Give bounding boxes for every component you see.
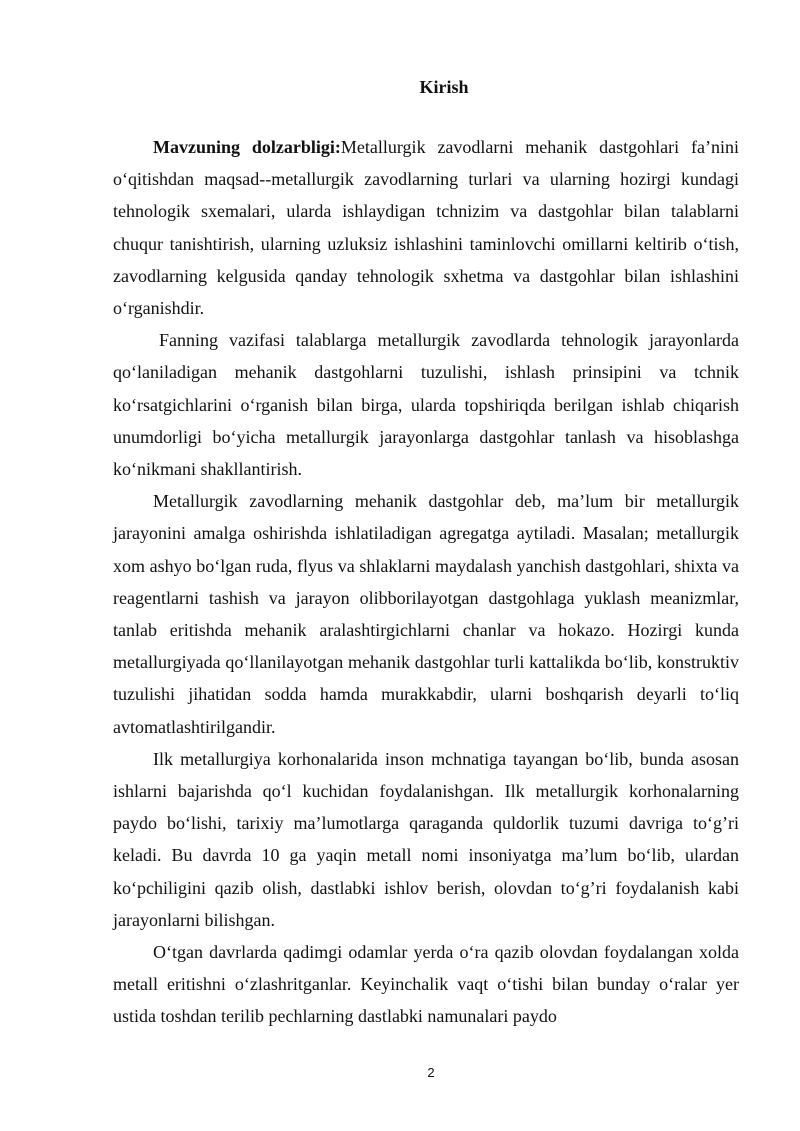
paragraph-ancient-smelting: O‘tgan davrlarda qadimgi odamlar yerda o‘ra qazib olovdan foydalangan xolda metall eritishni o‘zlashritganlar. Keyinchalik vaqt o‘tishi bilan bunday o‘ralar yer ustida toshdan terilib pechlarning dastlabki namunalari paydo [113, 942, 739, 1027]
body-text [113, 131, 739, 1033]
paragraph-relevance [113, 131, 739, 324]
section-title: Kirish [419, 77, 469, 97]
paragraph-text: Metallurgik zavodlarni mehanik dastgohlari fa’nini o‘qitishdan maqsad--metallurgik zavodlarning turlari va ularning hozirgi kundagi tehnologik sxemalari, ularda ishlaydigan tchnizim va dastgohlar bilan talablarni chuqur tanishtirish, ularning uzluksiz ishlashini taminlovchi omillarni keltirib o‘tish, zavodlarning kelgusida qanday tehnologik sxhetma va dastgohlar bilan ishlashini o‘rganishdir. [113, 137, 740, 319]
paragraph-mechanical-equipment: Metallurgik zavodlarning mehanik dastgohlar deb, ma’lum bir metallurgik jarayonini amalga oshirishda ishlatiladigan agregatga aytiladi. Masalan; metallurgik xom ashyo bo‘lgan ruda, flyus va shlaklarni maydalash yanchish dastgohlari, shixta va reagentlarni tashish va jarayon olibborilayotgan dastgohlaga yuklash meanizmlar, tanlab eritishda mehanik aralashtirgichlarni chanlar va hokazo. Hozirgi kunda metallurgiyada qo‘llanilayotgan mehanik dastgohlar turli kattalikda bo‘lib, konstruktiv tuzulishi jihatidan sodda hamda murakkabdir, ularni boshqarish deyarli to‘liq avtomatlashtirilgandir. [113, 491, 739, 737]
page-number: 2 [427, 1065, 435, 1080]
paragraph-course-tasks: Fanning vazifasi talablarga metallurgik zavodlarda tehnologik jarayonlarda qo‘laniladigan mehanik dastgohlarni tuzulishi, ishlash prinsipini va tchnik ko‘rsatgichlarini o‘rganish bilan birga, ularda topshiriqda berilgan ishlab chiqarish unumdorligi bo‘yicha metallurgik jarayonlarga dastgohlar tanlash va hisoblashga ko‘nikmani shakllantirish. [113, 330, 739, 480]
paragraph-lead: Mavzuning dolzarbligi: [153, 137, 341, 157]
paragraph-early-metallurgy: Ilk metallurgiya korhonalarida inson mchnatiga tayangan bo‘lib, bunda asosan ishlarni bajarishda qo‘l kuchidan foydalanishgan. Ilk metallurgik korhonalarning paydo bo‘lishi, tarixiy ma’lumotlarga qaraganda quldorlik tuzumi davriga to‘g’ri keladi. Bu davrda 10 ga yaqin metall nomi insoniyatga ma’lum bo‘lib, ulardan ko‘pchiligini qazib olish, dastlabki ishlov berish, olovdan to‘g’ri foydalanish kabi jarayonlarni bilishgan. [113, 748, 739, 930]
